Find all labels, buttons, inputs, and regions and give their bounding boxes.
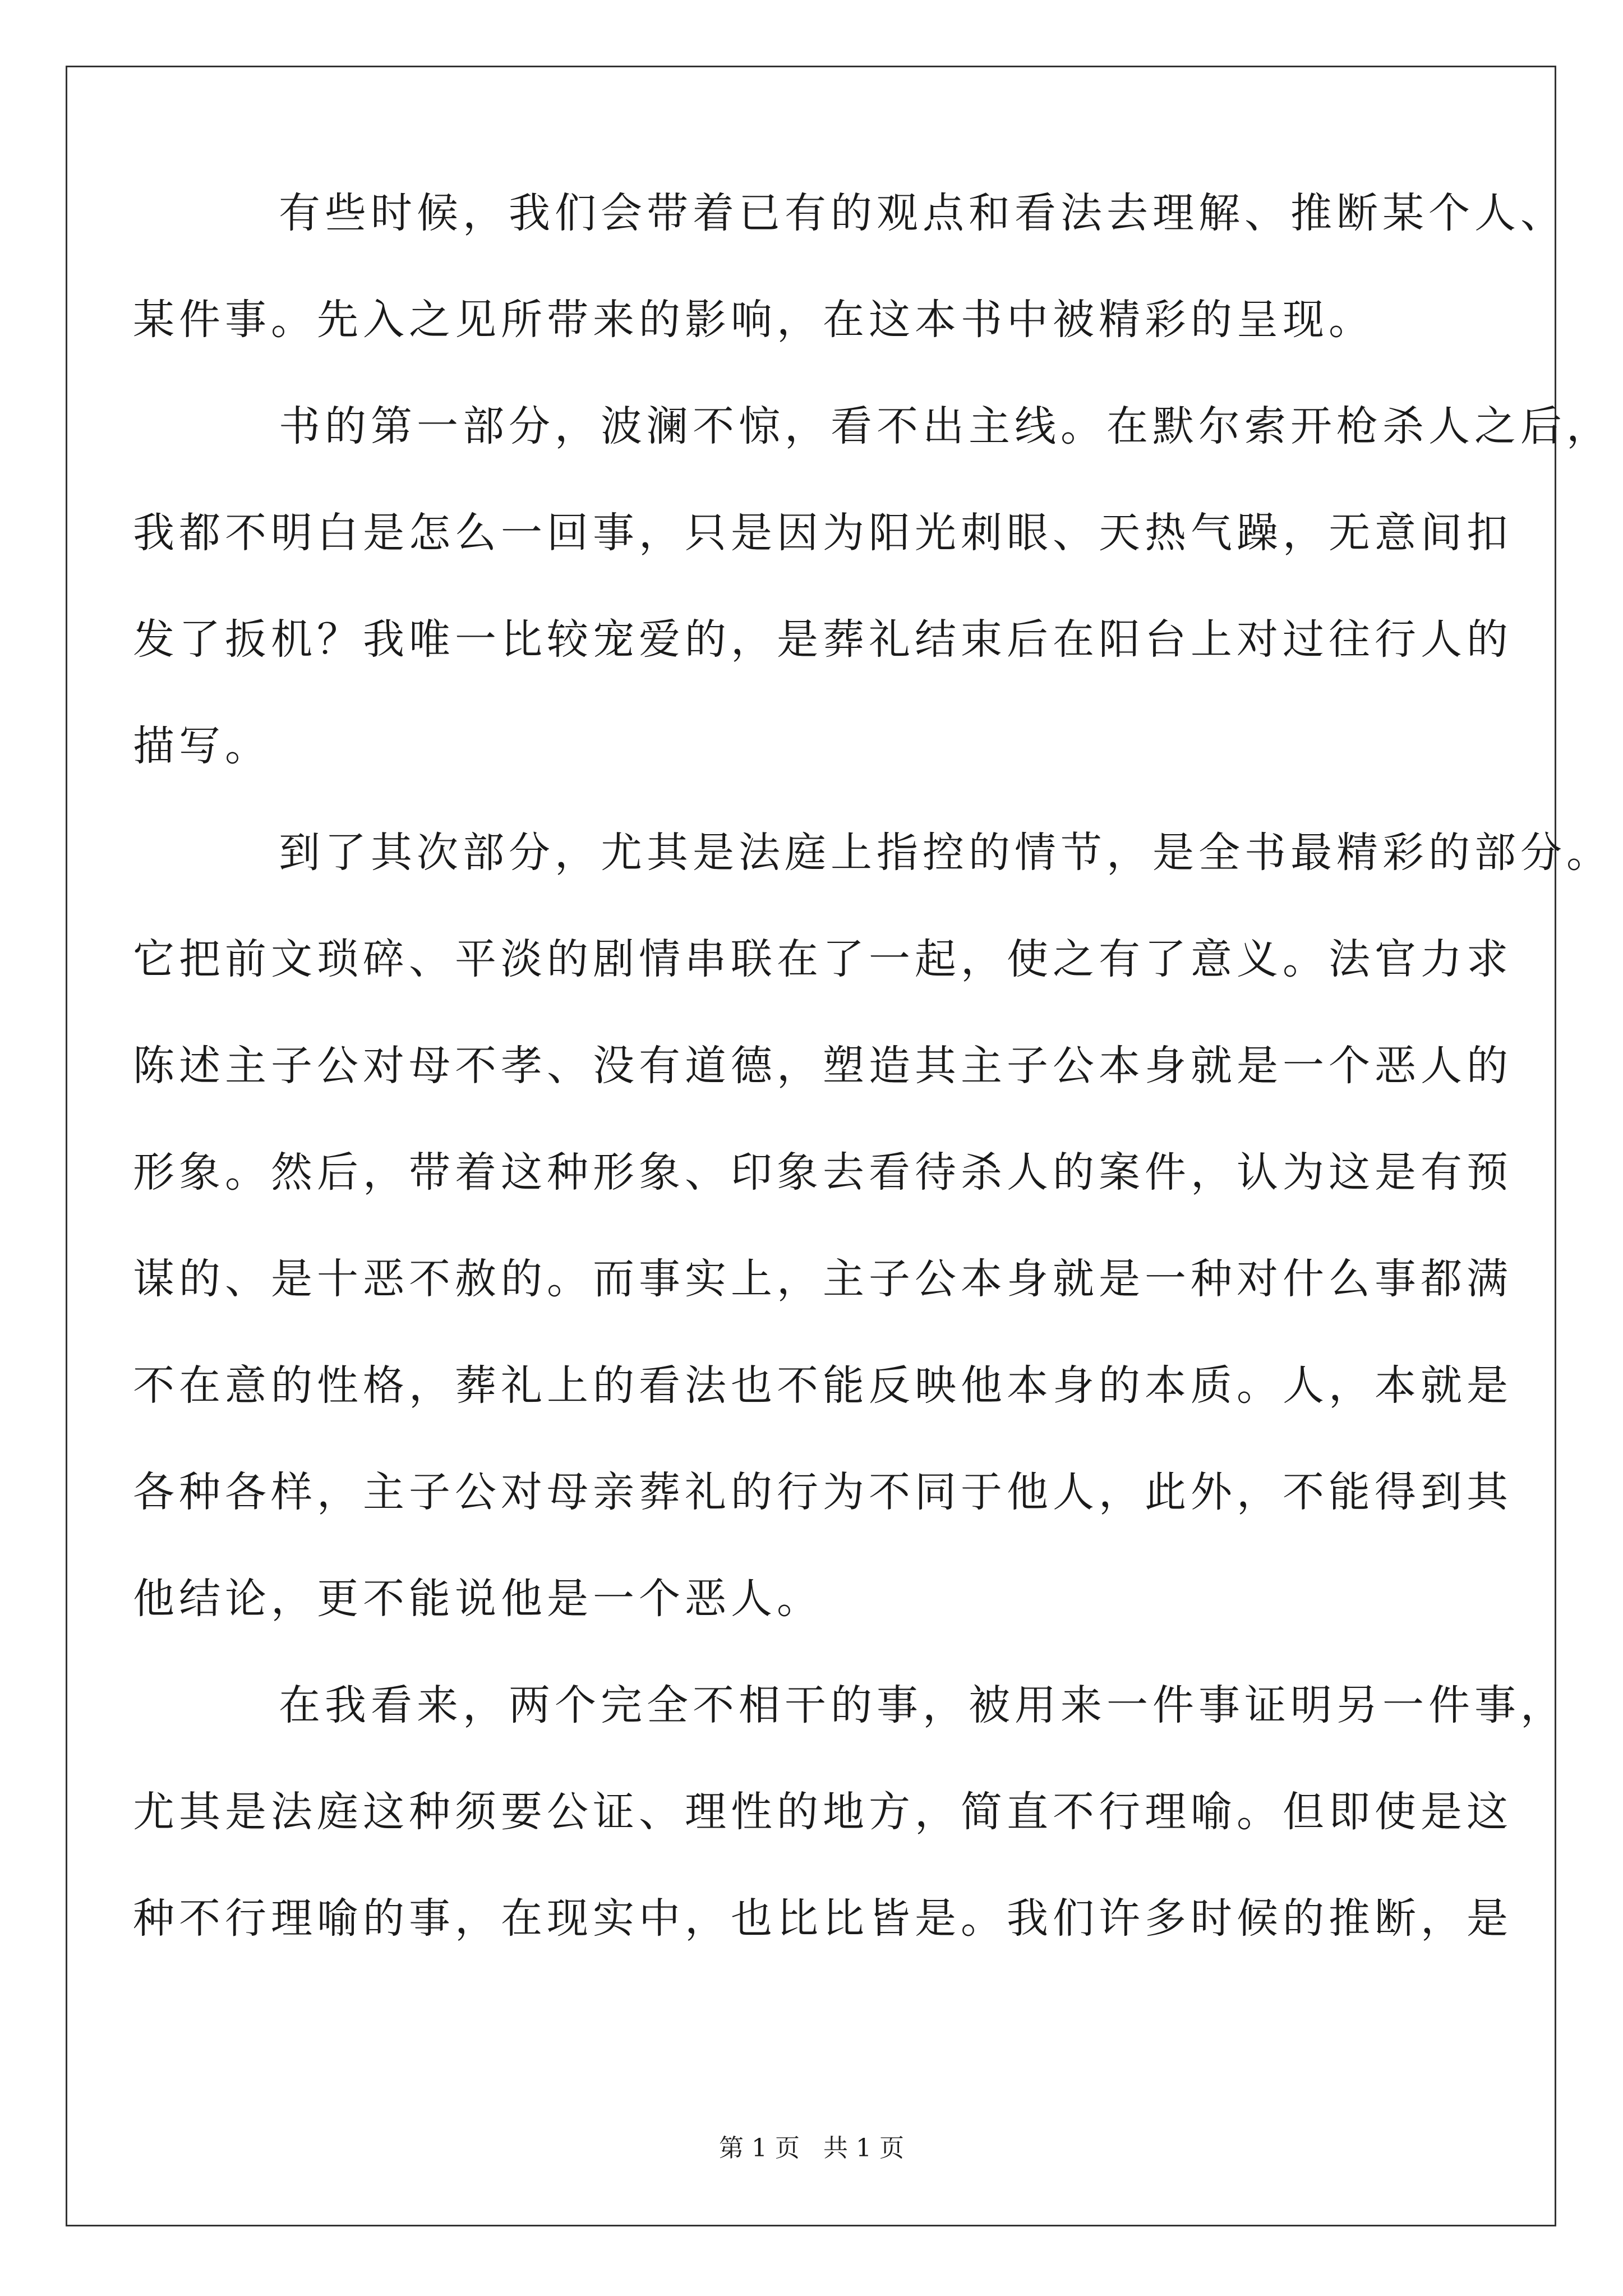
line-4: 我都不明白是怎么一回事，只是因为阳光刺眼、天热气躁，无意间扣	[133, 509, 1513, 557]
line-2: 某件事。先入之见所带来的影响，在这本书中被精彩的呈现。	[133, 296, 1375, 344]
line-9: 陈述主子公对母不孝、没有道德，塑造其主子公本身就是一个恶人的	[133, 1042, 1513, 1090]
line-16: 尤其是法庭这种须要公证、理性的地方，简直不行理喻。但即使是这	[133, 1788, 1513, 1836]
line-8: 它把前文琐碎、平淡的剧情串联在了一起，使之有了意义。法官力求	[133, 935, 1513, 983]
page-number: 第 1 页	[719, 2134, 800, 2162]
page-footer	[0, 2132, 1623, 2165]
line-5: 发了扳机？我唯一比较宠爱的，是葬礼结束后在阳台上对过往行人的	[133, 615, 1513, 664]
line-7: 到了其次部分，尤其是法庭上指控的情节，是全书最精彩的部分。	[279, 829, 1612, 877]
line-10: 形象。然后，带着这种形象、印象去看待杀人的案件，认为这是有预	[133, 1148, 1513, 1197]
line-14: 他结论，更不能说他是一个恶人。	[133, 1575, 823, 1623]
line-3: 书的第一部分，波澜不惊，看不出主线。在默尔索开枪杀人之后，	[279, 402, 1612, 450]
line-12: 不在意的性格，葬礼上的看法也不能反映他本身的本质。人，本就是	[133, 1361, 1513, 1410]
line-1: 有些时候，我们会带着已有的观点和看法去理解、推断某个人、	[279, 189, 1566, 237]
line-13: 各种各样，主子公对母亲葬礼的行为不同于他人，此外，不能得到其	[133, 1468, 1513, 1516]
line-6: 描写。	[133, 722, 271, 770]
line-15: 在我看来，两个完全不相干的事，被用来一件事证明另一件事，	[279, 1681, 1566, 1729]
line-17: 种不行理喻的事，在现实中，也比比皆是。我们许多时候的推断，是	[133, 1894, 1513, 1943]
page-total: 共 1 页	[823, 2134, 904, 2162]
line-11: 谋的、是十恶不赦的。而事实上，主子公本身就是一种对什么事都满	[133, 1255, 1513, 1303]
